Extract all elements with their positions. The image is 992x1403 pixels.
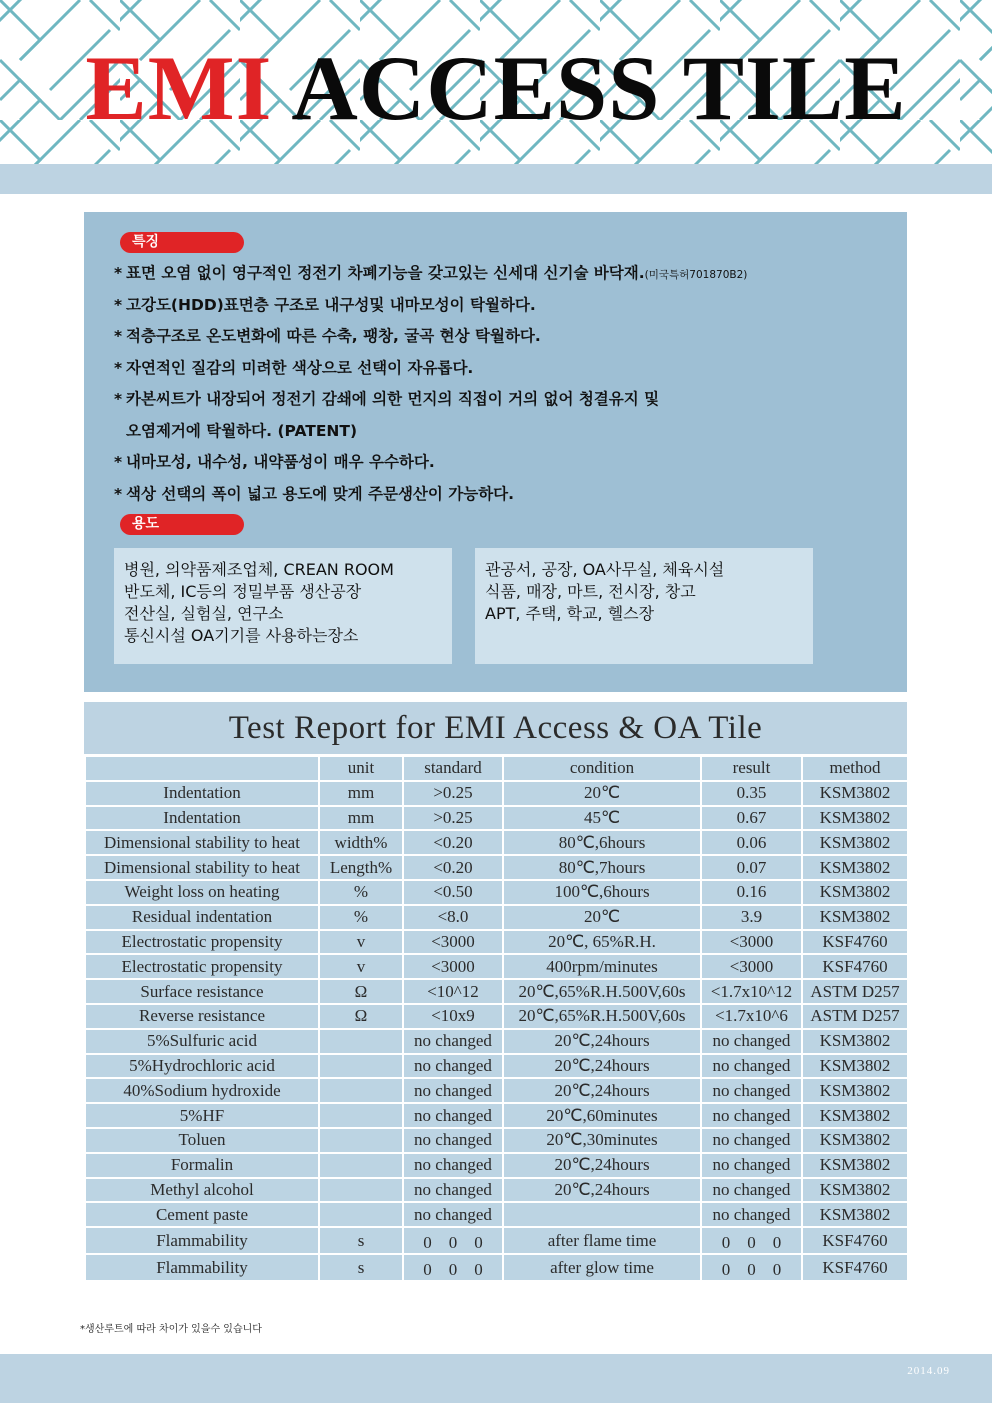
uses-left-box <box>114 548 452 664</box>
table-cell: KSM3802 <box>802 905 908 930</box>
table-cell: s <box>319 1254 403 1281</box>
table-row <box>85 954 908 979</box>
table-cell: no changed <box>403 1178 503 1203</box>
table-cell: 0.35 <box>701 781 802 806</box>
table-cell: <3000 <box>403 954 503 979</box>
table-cell: <0.20 <box>403 830 503 855</box>
table-cell: Methyl alcohol <box>85 1178 319 1203</box>
uses-left-list <box>114 548 452 647</box>
table-cell: Ω <box>319 1004 403 1029</box>
table-cell: KSM3802 <box>802 880 908 905</box>
table-row <box>85 1227 908 1254</box>
table-cell: Indentation <box>85 781 319 806</box>
feature-item <box>114 416 904 448</box>
table-cell <box>503 1202 701 1227</box>
column-header: result <box>701 756 802 781</box>
table-cell: KSM3802 <box>802 1103 908 1128</box>
table-cell: 40%Sodium hydroxide <box>85 1078 319 1103</box>
feature-text: 색상 선택의 폭이 넓고 용도에 맞게 주문생산이 가능하다. <box>126 484 515 503</box>
table-row <box>85 1202 908 1227</box>
footer-date: 2014.09 <box>907 1365 950 1377</box>
table-cell: >0.25 <box>403 781 503 806</box>
feature-item <box>114 353 904 385</box>
uses-right-list <box>475 548 813 625</box>
table-cell: no changed <box>701 1029 802 1054</box>
column-header: method <box>802 756 908 781</box>
table-cell: 20℃,30minutes <box>503 1128 701 1153</box>
bottom-band <box>0 1354 992 1403</box>
table-cell: Reverse resistance <box>85 1004 319 1029</box>
table-cell: 0.67 <box>701 806 802 831</box>
table-cell: width% <box>319 830 403 855</box>
table-cell: Dimensional stability to heat <box>85 830 319 855</box>
table-row <box>85 806 908 831</box>
table-cell: 20℃ <box>503 781 701 806</box>
table-cell: KSM3802 <box>802 1153 908 1178</box>
table-cell: 20℃,24hours <box>503 1054 701 1079</box>
table-cell: v <box>319 954 403 979</box>
table-cell: Length% <box>319 855 403 880</box>
column-header: standard <box>403 756 503 781</box>
table-cell: mm <box>319 781 403 806</box>
table-cell: Ω <box>319 979 403 1004</box>
table-cell: after glow time <box>503 1254 701 1281</box>
bullet-star-icon: * <box>114 327 123 345</box>
table-cell: 0 0 0 <box>403 1254 503 1281</box>
table-row <box>85 1178 908 1203</box>
table-cell: 20℃,24hours <box>503 1029 701 1054</box>
table-cell: <3000 <box>403 930 503 955</box>
table-row <box>85 1128 908 1153</box>
table-cell: 3.9 <box>701 905 802 930</box>
table-cell: KSF4760 <box>802 930 908 955</box>
table-cell: 20℃,24hours <box>503 1078 701 1103</box>
feature-item <box>114 321 904 353</box>
table-cell: KSM3802 <box>802 1078 908 1103</box>
bullet-star-icon: * <box>114 484 123 503</box>
table-cell: s <box>319 1227 403 1254</box>
table-cell: no changed <box>701 1178 802 1203</box>
table-cell <box>319 1078 403 1103</box>
table-cell: 80℃,7hours <box>503 855 701 880</box>
table-row <box>85 1254 908 1281</box>
table-cell: Flammability <box>85 1254 319 1281</box>
table-cell: KSM3802 <box>802 1029 908 1054</box>
table-cell: <0.20 <box>403 855 503 880</box>
bullet-star-icon: * <box>114 358 123 377</box>
feature-text: 카본씨트가 내장되어 정전기 감쇄에 의한 먼지의 직접이 거의 없어 청결유지 및 <box>126 390 660 408</box>
table-cell: Electrostatic propensity <box>85 930 319 955</box>
table-cell: 5%Sulfuric acid <box>85 1029 319 1054</box>
table-cell: 20℃,65%R.H.500V,60s <box>503 1004 701 1029</box>
table-row <box>85 1054 908 1079</box>
table-cell <box>319 1178 403 1203</box>
table-row <box>85 1029 908 1054</box>
table-cell: no changed <box>403 1029 503 1054</box>
feature-item <box>114 290 904 322</box>
table-cell: no changed <box>701 1054 802 1079</box>
table-cell: 100℃,6hours <box>503 880 701 905</box>
footnote: *생산루트에 따라 차이가 있을수 있습니다 <box>80 1324 262 1335</box>
table-cell: KSM3802 <box>802 855 908 880</box>
table-cell: Residual indentation <box>85 905 319 930</box>
report-title: Test Report for EMI Access & OA Tile <box>84 702 907 754</box>
feature-text: 내마모성, 내수성, 내약품성이 매우 우수하다. <box>126 453 435 471</box>
feature-item <box>114 258 904 290</box>
table-cell: no changed <box>403 1153 503 1178</box>
feature-text: 자연적인 질감의 미려한 색상으로 선택이 자유롭다. <box>126 358 474 377</box>
feature-item <box>114 479 904 511</box>
table-cell: after flame time <box>503 1227 701 1254</box>
table-cell: 45℃ <box>503 806 701 831</box>
table-cell: KSM3802 <box>802 830 908 855</box>
title-red-part: EMI <box>85 37 273 139</box>
table-cell: v <box>319 930 403 955</box>
table-row <box>85 1153 908 1178</box>
table-cell: no changed <box>701 1202 802 1227</box>
use-item: 전산실, 실험실, 연구소 <box>124 604 284 623</box>
table-row <box>85 1103 908 1128</box>
table-cell: 20℃ <box>503 905 701 930</box>
table-cell: KSF4760 <box>802 954 908 979</box>
table-cell: 20℃,60minutes <box>503 1103 701 1128</box>
table-cell: no changed <box>701 1078 802 1103</box>
table-cell: 20℃,24hours <box>503 1178 701 1203</box>
table-cell: no changed <box>701 1153 802 1178</box>
table-cell: no changed <box>403 1054 503 1079</box>
column-header: condition <box>503 756 701 781</box>
table-cell: KSM3802 <box>802 806 908 831</box>
table-cell: no changed <box>403 1103 503 1128</box>
table-cell: Toluen <box>85 1128 319 1153</box>
uses-label: 용도 <box>120 514 244 535</box>
table-cell: 0 0 0 <box>403 1227 503 1254</box>
table-cell: ASTM D257 <box>802 979 908 1004</box>
table-cell: Indentation <box>85 806 319 831</box>
table-cell: 0.06 <box>701 830 802 855</box>
use-item: 관공서, 공장, OA사무실, 체육시설 <box>485 560 725 579</box>
feature-text: 고강도(HDD)표면층 구조로 내구성및 내마모성이 탁월하다. <box>126 295 536 314</box>
table-cell: 0 0 0 <box>701 1254 802 1281</box>
table-cell: >0.25 <box>403 806 503 831</box>
table-cell: 80℃,6hours <box>503 830 701 855</box>
table-cell <box>319 1128 403 1153</box>
table-cell: <3000 <box>701 954 802 979</box>
table-row <box>85 905 908 930</box>
feature-note: (미국특허701870B2) <box>644 269 748 281</box>
features-panel <box>84 212 907 692</box>
table-cell: mm <box>319 806 403 831</box>
table-cell: Flammability <box>85 1227 319 1254</box>
use-item: 식품, 매장, 마트, 전시장, 창고 <box>485 582 696 601</box>
table-row <box>85 1004 908 1029</box>
table-cell <box>319 1202 403 1227</box>
table-row <box>85 855 908 880</box>
table-row <box>85 930 908 955</box>
table-header-row <box>85 756 908 781</box>
feature-text: 오염제거에 탁월하다. (PATENT) <box>126 421 358 440</box>
use-item: 통신시설 OA기기를 사용하는장소 <box>124 626 359 645</box>
table-cell: 0.16 <box>701 880 802 905</box>
table-body <box>85 781 908 1281</box>
feature-item <box>114 384 904 416</box>
feature-text: 표면 오염 없이 영구적인 정전기 차폐기능을 갖고있는 신세대 신기술 바닥재. <box>126 264 645 282</box>
table-cell <box>319 1153 403 1178</box>
table-cell: KSM3802 <box>802 781 908 806</box>
table-cell: <10^12 <box>403 979 503 1004</box>
table-cell: <8.0 <box>403 905 503 930</box>
table-cell: Electrostatic propensity <box>85 954 319 979</box>
table-cell <box>319 1029 403 1054</box>
table-cell: 0 0 0 <box>701 1227 802 1254</box>
table-cell <box>319 1054 403 1079</box>
table-cell: no changed <box>701 1128 802 1153</box>
table-row <box>85 880 908 905</box>
table-cell: KSM3802 <box>802 1202 908 1227</box>
table-cell: 5%Hydrochloric acid <box>85 1054 319 1079</box>
column-header <box>85 756 319 781</box>
table-cell: KSF4760 <box>802 1254 908 1281</box>
table-cell: <10x9 <box>403 1004 503 1029</box>
table-cell: no changed <box>403 1078 503 1103</box>
table-row <box>85 830 908 855</box>
table-row <box>85 979 908 1004</box>
table-row <box>85 1078 908 1103</box>
test-report-table <box>84 755 909 1282</box>
table-cell: <1.7x10^6 <box>701 1004 802 1029</box>
table-cell: Dimensional stability to heat <box>85 855 319 880</box>
table-cell: no changed <box>701 1103 802 1128</box>
bullet-star-icon: * <box>114 295 123 314</box>
bullet-star-icon: * <box>114 264 123 282</box>
table-cell: ASTM D257 <box>802 1004 908 1029</box>
title-black-part: ACCESS TILE <box>291 37 907 139</box>
feature-text: 적층구조로 온도변화에 따른 수축, 팽창, 굴곡 현상 탁월하다. <box>126 327 541 345</box>
table-cell <box>319 1103 403 1128</box>
features-label: 특징 <box>120 232 244 253</box>
table-cell: KSM3802 <box>802 1128 908 1153</box>
table-cell: KSM3802 <box>802 1054 908 1079</box>
column-header: unit <box>319 756 403 781</box>
table-cell: Cement paste <box>85 1202 319 1227</box>
table-cell: % <box>319 905 403 930</box>
features-list <box>114 258 904 510</box>
table-cell: Weight loss on heating <box>85 880 319 905</box>
table-cell: Formalin <box>85 1153 319 1178</box>
use-item: 병원, 의약품제조업체, CREAN ROOM <box>124 560 394 579</box>
table-cell: 20℃,65%R.H.500V,60s <box>503 979 701 1004</box>
top-band <box>0 164 992 194</box>
uses-right-box <box>475 548 813 664</box>
table-cell: KSM3802 <box>802 1178 908 1203</box>
use-item: 반도체, IC등의 정밀부품 생산공장 <box>124 582 362 601</box>
table-cell: 20℃,24hours <box>503 1153 701 1178</box>
table-cell: no changed <box>403 1202 503 1227</box>
table-cell: no changed <box>403 1128 503 1153</box>
bullet-star-icon: * <box>114 390 123 408</box>
table-cell: <3000 <box>701 930 802 955</box>
table-cell: 0.07 <box>701 855 802 880</box>
table-cell: KSF4760 <box>802 1227 908 1254</box>
table-row <box>85 781 908 806</box>
page-title <box>0 38 992 138</box>
table-cell: 5%HF <box>85 1103 319 1128</box>
bullet-star-icon: * <box>114 453 123 471</box>
feature-item <box>114 447 904 479</box>
table-cell: 400rpm/minutes <box>503 954 701 979</box>
use-item: APT, 주택, 학교, 헬스장 <box>485 604 655 623</box>
table-cell: <1.7x10^12 <box>701 979 802 1004</box>
table-cell: <0.50 <box>403 880 503 905</box>
table-cell: 20℃, 65%R.H. <box>503 930 701 955</box>
table-cell: % <box>319 880 403 905</box>
table-cell: Surface resistance <box>85 979 319 1004</box>
